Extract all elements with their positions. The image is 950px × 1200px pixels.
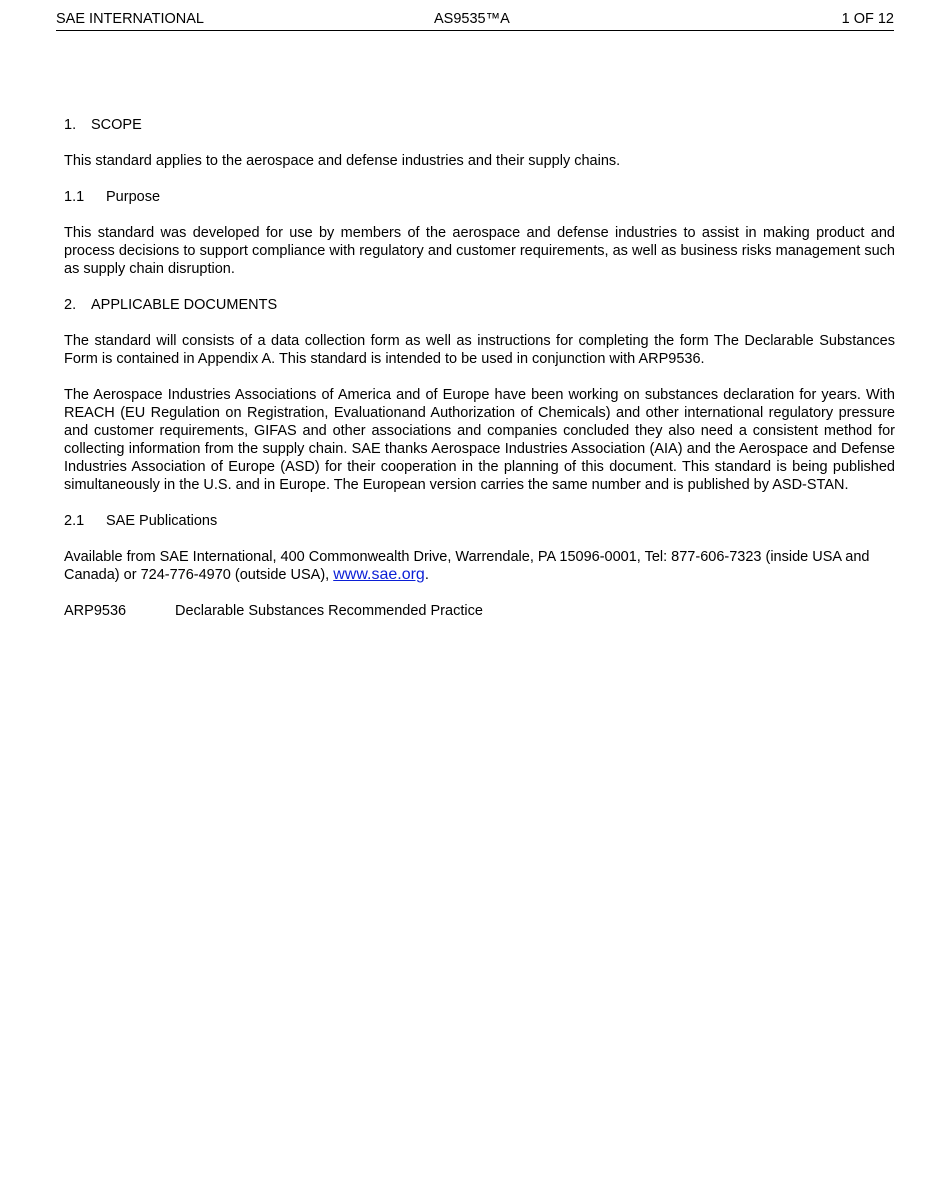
sae-website-link[interactable]: www.sae.org	[333, 566, 425, 583]
section-title: SAE Publications	[106, 513, 218, 529]
section-number: 2.	[64, 297, 77, 313]
header-organization: SAE INTERNATIONAL	[56, 11, 204, 27]
section-heading-scope	[64, 116, 895, 134]
section-title: SCOPE	[91, 117, 142, 133]
availability-text-end: .	[424, 567, 429, 583]
sae-publications-paragraph	[64, 548, 895, 584]
document-body	[64, 116, 895, 620]
section-title: Purpose	[106, 189, 161, 205]
reference-code: ARP9536	[64, 603, 127, 619]
availability-text: Available from SAE International, 400 Commonwealth Drive, Warrendale, PA 15096-0001, Tel: 877-606-7323 (inside USA and Canada) or 724-776-4970 (outside USA),	[64, 549, 870, 583]
purpose-paragraph: This standard was developed for use by members of the aerospace and defense industries to assist in making product and process decisions to support compliance with regulatory and customer requirements, as well as business risks management such as supply chain disruption.	[64, 225, 895, 277]
section-number: 2.1	[64, 513, 85, 529]
section-number: 1.	[64, 117, 77, 133]
section-heading-applicable-documents	[64, 296, 895, 314]
reference-title: Declarable Substances Recommended Practice	[175, 603, 483, 619]
section-title: APPLICABLE DOCUMENTS	[91, 297, 278, 313]
header-document-number: AS9535™A	[434, 11, 510, 27]
applicable-documents-paragraph-1: The standard will consists of a data collection form as well as instructions for completing the form The Declarable Substances Form is contained in Appendix A. This standard is intended to be used in conjunction with ARP9536.	[64, 333, 895, 367]
page-header	[56, 10, 894, 31]
header-page-number: 1 OF 12	[841, 11, 894, 27]
reference-entry	[64, 602, 895, 620]
scope-paragraph: This standard applies to the aerospace and defense industries and their supply chains.	[64, 153, 621, 169]
section-number: 1.1	[64, 189, 85, 205]
section-heading-sae-publications	[64, 512, 895, 530]
applicable-documents-paragraph-2: The Aerospace Industries Associations of America and of Europe have been working on substances declaration for years. With REACH (EU Regulation on Registration, Evaluationand Authorization of Chemicals) and other international regulatory pressure and customer requirements, GIFAS and other associations and companies concluded they also need a consistent method for collecting information from the supply chain. SAE thanks Aerospace Industries Association (AIA) and the Aerospace and Defense Industries Association of Europe (ASD) for their cooperation in the planning of this document. This standard is being published simultaneously in the U.S. and in Europe. The European version carries the same number and is published by ASD-STAN.	[64, 387, 895, 493]
section-heading-purpose	[64, 188, 895, 206]
